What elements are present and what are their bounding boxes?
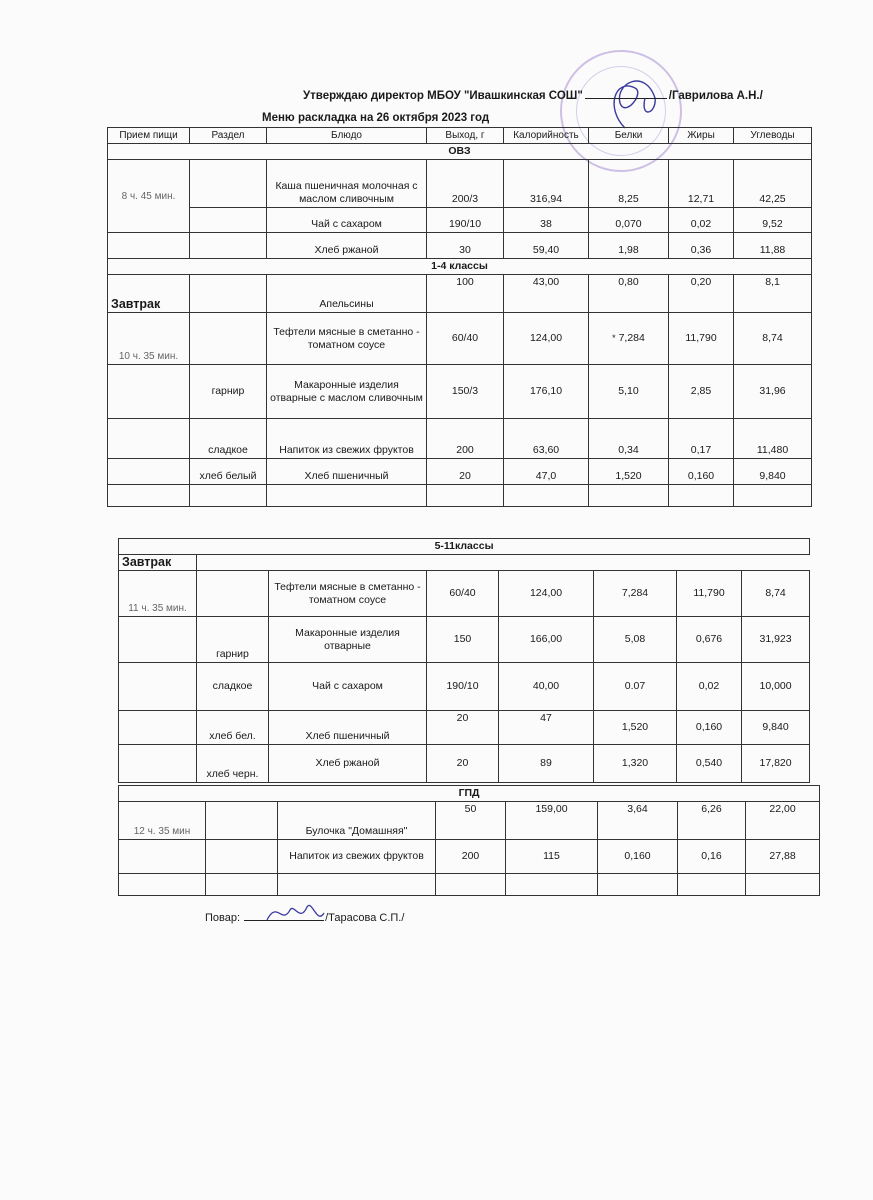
carbs-cell: 17,820 (742, 745, 810, 783)
meal-cell (108, 459, 190, 485)
carbs-cell: 10,000 (742, 663, 810, 711)
section-cell: хлеб черн. (197, 745, 269, 783)
meal-label: Завтрак (119, 555, 197, 571)
carbs-cell: 8,74 (734, 313, 812, 365)
menu-title: Меню раскладка на 26 октября 2023 год (262, 112, 490, 124)
section-cell (190, 313, 267, 365)
table-row (108, 275, 812, 313)
calories-cell: 124,00 (499, 571, 594, 617)
section-cell: гарнир (190, 365, 267, 419)
fat-cell: 6,26 (678, 802, 746, 840)
table-row (108, 160, 812, 208)
menu-table-2 (118, 538, 810, 783)
carbs-cell: 9,840 (734, 459, 812, 485)
dish-cell: Апельсины (267, 275, 427, 313)
dish-cell: Булочка "Домашняя" (278, 802, 436, 840)
menu-table-3 (118, 785, 820, 896)
meal-time: 12 ч. 35 мин (119, 802, 206, 840)
output-cell: 30 (427, 233, 504, 259)
meal-cell (108, 419, 190, 459)
output-cell: 200/3 (427, 160, 504, 208)
meal-cell (119, 745, 197, 783)
meal-time: 10 ч. 35 мин. (108, 313, 190, 365)
carbs-cell: 9,840 (742, 711, 810, 745)
col-header-protein: Белки (589, 128, 669, 144)
calories-cell: 176,10 (504, 365, 589, 419)
menu-table-1 (107, 127, 812, 507)
section-cell: хлеб белый (190, 459, 267, 485)
output-cell: 150/3 (427, 365, 504, 419)
dish-cell: Напиток из свежих фруктов (278, 840, 436, 874)
carbs-cell: 27,88 (746, 840, 820, 874)
section-cell: хлеб бел. (197, 711, 269, 745)
section-cell (190, 233, 267, 259)
meal-cell (108, 233, 190, 259)
col-header-fat: Жиры (669, 128, 734, 144)
asterisk-mark: * (612, 333, 616, 343)
calories-cell: 124,00 (504, 313, 589, 365)
protein-cell (589, 313, 669, 365)
output-cell: 200 (436, 840, 506, 874)
protein-cell: 1,520 (594, 711, 677, 745)
section-cell (190, 208, 267, 233)
section-row-1-4 (108, 259, 812, 275)
dish-cell: Каша пшеничная молочная с маслом сливочным (267, 160, 427, 208)
output-cell: 20 (427, 745, 499, 783)
protein-cell: 0.07 (594, 663, 677, 711)
section-cell (197, 571, 269, 617)
protein-cell: 1,520 (589, 459, 669, 485)
section-cell: сладкое (197, 663, 269, 711)
fat-cell: 11,790 (669, 313, 734, 365)
cook-signature (262, 895, 332, 935)
director-name: /Гаврилова А.Н./ (668, 90, 763, 102)
fat-cell: 0,17 (669, 419, 734, 459)
calories-cell: 47,0 (504, 459, 589, 485)
output-cell: 20 (427, 459, 504, 485)
fat-cell: 0,36 (669, 233, 734, 259)
protein-cell: 3,64 (598, 802, 678, 840)
dish-cell: Чай с сахаром (269, 663, 427, 711)
protein-cell: 5,10 (589, 365, 669, 419)
dish-cell: Макаронные изделия отварные (269, 617, 427, 663)
section-cell (190, 275, 267, 313)
protein-cell: 1,320 (594, 745, 677, 783)
approve-prefix: Утверждаю директор МБОУ "Ивашкинская СОШ" (303, 90, 583, 102)
table-row (108, 459, 812, 485)
output-cell: 190/10 (427, 208, 504, 233)
section-title: 1-4 классы (108, 259, 812, 275)
fat-cell: 0,160 (677, 711, 742, 745)
col-header-carbs: Углеводы (734, 128, 812, 144)
meal-cell (119, 711, 197, 745)
calories-cell: 316,94 (504, 160, 589, 208)
table-row (119, 711, 810, 745)
meal-cell (119, 617, 197, 663)
output-cell: 150 (427, 617, 499, 663)
col-header-output: Выход, г (427, 128, 504, 144)
protein-cell: 5,08 (594, 617, 677, 663)
section-cell (206, 802, 278, 840)
fat-cell: 0,20 (669, 275, 734, 313)
table-row (119, 617, 810, 663)
dish-cell: Хлеб пшеничный (269, 711, 427, 745)
output-cell: 100 (427, 275, 504, 313)
section-cell: сладкое (190, 419, 267, 459)
calories-cell: 89 (499, 745, 594, 783)
dish-cell: Напиток из свежих фруктов (267, 419, 427, 459)
protein-cell: 8,25 (589, 160, 669, 208)
protein-value: 7,284 (618, 332, 645, 344)
col-header-dish: Блюдо (267, 128, 427, 144)
calories-cell: 63,60 (504, 419, 589, 459)
fat-cell: 0,540 (677, 745, 742, 783)
table-row (119, 571, 810, 617)
section-title: ГПД (119, 786, 820, 802)
calories-cell: 59,40 (504, 233, 589, 259)
fat-cell: 12,71 (669, 160, 734, 208)
cook-label: Повар: (205, 912, 241, 924)
carbs-cell: 11,88 (734, 233, 812, 259)
meal-time: 11 ч. 35 мин. (119, 571, 197, 617)
fat-cell: 0,16 (678, 840, 746, 874)
protein-cell: 0,80 (589, 275, 669, 313)
dish-cell: Хлеб ржаной (269, 745, 427, 783)
section-title: 5-11классы (119, 539, 810, 555)
calories-cell: 38 (504, 208, 589, 233)
dish-cell: Хлеб пшеничный (267, 459, 427, 485)
output-cell: 50 (436, 802, 506, 840)
fat-cell: 0,676 (677, 617, 742, 663)
col-header-meal: Прием пищи (108, 128, 190, 144)
empty-row (108, 485, 812, 507)
meal-time: 8 ч. 45 мин. (108, 160, 190, 233)
output-cell: 200 (427, 419, 504, 459)
protein-cell: 0,160 (598, 840, 678, 874)
section-cell (190, 160, 267, 208)
protein-cell: 0,34 (589, 419, 669, 459)
output-cell: 60/40 (427, 571, 499, 617)
table-row (119, 745, 810, 783)
dish-cell: Чай с сахаром (267, 208, 427, 233)
col-header-calories: Калорийность (504, 128, 589, 144)
carbs-cell: 11,480 (734, 419, 812, 459)
dish-cell: Тефтели мясные в сметанно - томатном соусе (269, 571, 427, 617)
section-cell: гарнир (197, 617, 269, 663)
output-cell: 190/10 (427, 663, 499, 711)
cook-name: /Тарасова С.П./ (325, 912, 405, 924)
calories-cell: 115 (506, 840, 598, 874)
carbs-cell: 8,74 (742, 571, 810, 617)
table-row (108, 365, 812, 419)
column-header-row (108, 128, 812, 144)
table-row (108, 313, 812, 365)
meal-cell (119, 663, 197, 711)
table-row (108, 208, 812, 233)
table-row (119, 802, 820, 840)
col-header-section: Раздел (190, 128, 267, 144)
carbs-cell: 31,923 (742, 617, 810, 663)
fat-cell: 2,85 (669, 365, 734, 419)
protein-cell: 7,284 (594, 571, 677, 617)
calories-cell: 159,00 (506, 802, 598, 840)
empty-row (119, 874, 820, 896)
calories-cell: 43,00 (504, 275, 589, 313)
dish-cell: Тефтели мясные в сметанно - томатном соусе (267, 313, 427, 365)
carbs-cell: 9,52 (734, 208, 812, 233)
table-row (119, 840, 820, 874)
section-title: ОВЗ (108, 144, 812, 160)
meal-cell (108, 365, 190, 419)
calories-cell: 47 (499, 711, 594, 745)
section-cell (206, 840, 278, 874)
calories-cell: 166,00 (499, 617, 594, 663)
dish-cell: Хлеб ржаной (267, 233, 427, 259)
calories-cell: 40,00 (499, 663, 594, 711)
section-row-gpd (119, 786, 820, 802)
carbs-cell: 8,1 (734, 275, 812, 313)
meal-label: Завтрак (108, 275, 190, 313)
table-row (108, 419, 812, 459)
output-cell: 20 (427, 711, 499, 745)
fat-cell: 0,02 (669, 208, 734, 233)
approval-line (303, 88, 763, 102)
meal-row (119, 555, 810, 571)
fat-cell: 0,160 (669, 459, 734, 485)
table-row (108, 233, 812, 259)
signature-blank (585, 88, 667, 99)
carbs-cell: 22,00 (746, 802, 820, 840)
section-row-5-11 (119, 539, 810, 555)
dish-cell: Макаронные изделия отварные с маслом сливочным (267, 365, 427, 419)
protein-cell: 0,070 (589, 208, 669, 233)
section-row-ovz (108, 144, 812, 160)
carbs-cell: 31,96 (734, 365, 812, 419)
meal-cell (119, 840, 206, 874)
carbs-cell: 42,25 (734, 160, 812, 208)
output-cell: 60/40 (427, 313, 504, 365)
fat-cell: 0,02 (677, 663, 742, 711)
table-row (119, 663, 810, 711)
protein-cell: 1,98 (589, 233, 669, 259)
fat-cell: 11,790 (677, 571, 742, 617)
